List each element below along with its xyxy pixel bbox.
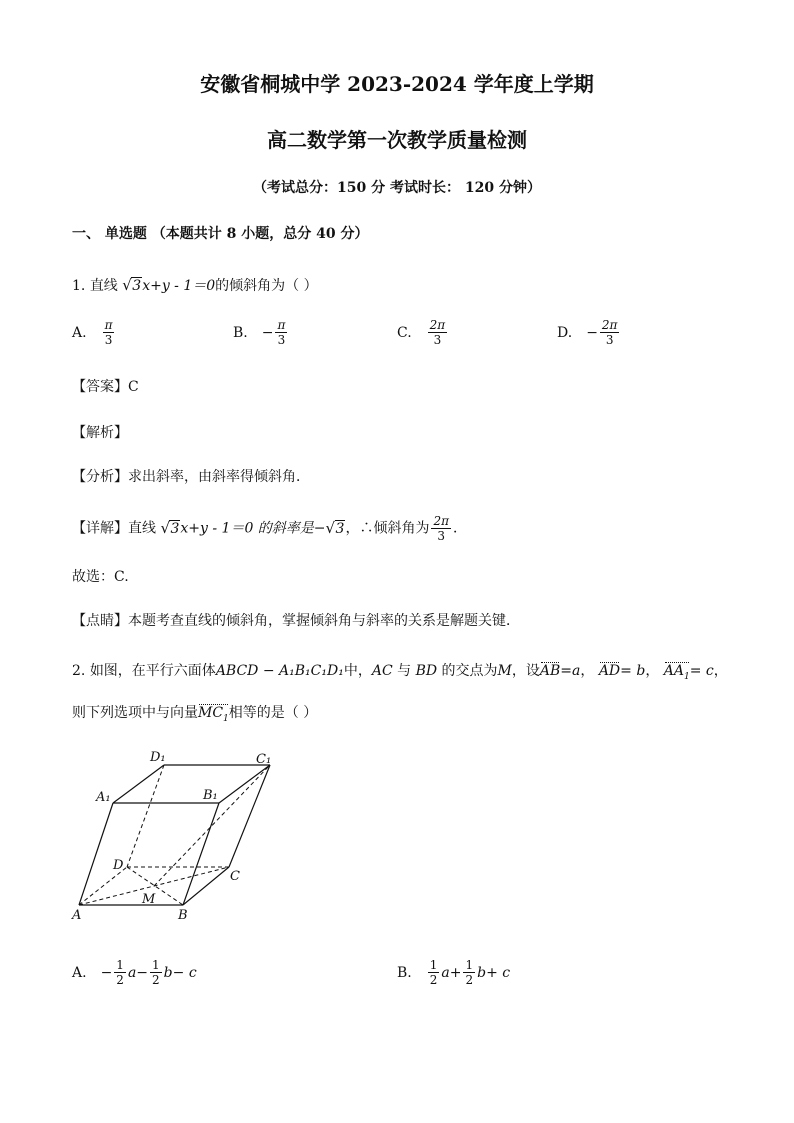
question-2-line2: 则下列选项中与向量$MC_1$相等的是（ ） [72, 705, 318, 724]
dianjing-line [72, 610, 520, 630]
xiangjie-line: 【详解】直线 √ 3x+y - 1＝0 的斜率是−√ 3，∴倾斜角为 $\frac{2\pi}{3}$ ． [72, 514, 467, 543]
fenxi-line [72, 466, 310, 486]
q2-option-b: B. $\frac{1}{2}$ a + $\frac{1}{2}$ b + c [397, 958, 511, 987]
vector-mc1: $MC_1$ [198, 705, 229, 724]
fraction: $\frac{\pi}{3}$ [104, 318, 113, 347]
sqrt-expression: √ 3 [122, 278, 142, 294]
fenxi-tag: 【分析】 [72, 469, 128, 485]
solid-name: ABCD − A₁B₁C₁D₁ [215, 663, 344, 679]
exam-info: （考试总分：150 分 考试时长： 120 分钟） [253, 180, 541, 196]
label-a: A [72, 908, 82, 923]
fraction: $\frac{2\pi}{3}$ [601, 318, 618, 347]
vector-aa1: $AA_1$ [663, 663, 690, 682]
question-prefix: 直线 [89, 278, 118, 294]
fraction: $\frac{\pi}{3}$ [277, 318, 286, 347]
option-c: C. $\frac{2\pi}{3}$ [397, 318, 446, 347]
section-heading: 一、 单选题 （本题共计 8 小题，总分 40 分） [72, 226, 369, 242]
answer-tag: 【答案】 [72, 379, 128, 395]
answer-value: C [128, 379, 139, 395]
document-title-line1: 安徽省桐城中学 2023-2024 学年度上学期 [200, 72, 594, 96]
label-d1: D₁ [150, 750, 166, 765]
label-a1: A₁ [96, 790, 111, 805]
question-suffix: 的倾斜角为（ ） [215, 278, 318, 294]
equation: x+y - 1＝0 [142, 278, 216, 294]
label-b: B [178, 908, 188, 923]
vector-ad: AD [598, 663, 621, 679]
question-number: 1. [72, 278, 86, 294]
xiangjie-tag: 【详解】 [72, 520, 128, 537]
analysis-tag: 【解析】 [72, 425, 128, 441]
option-a: A. $\frac{\pi}{3}$ [72, 318, 113, 347]
vector-ab: AB [539, 663, 561, 679]
fenxi-text: 求出斜率，由斜率得倾斜角． [128, 469, 310, 485]
label-b1: B₁ [203, 788, 218, 803]
fraction: $\frac{2\pi}{3}$ [429, 318, 446, 347]
question-2: 2. 如图，在平行六面体ABCD − A₁B₁C₁D₁中，AC 与 BD 的交点为M，设AB=a， AD= b， $AA_1= c$， [72, 663, 728, 682]
dianjing-text: 本题考查直线的倾斜角，掌握倾斜角与斜率的关系是解题关键． [128, 613, 520, 629]
option-b: B. − $\frac{\pi}{3}$ [233, 318, 286, 347]
question-1 [72, 275, 318, 295]
q2-option-a: A. − $\frac{1}{2}$ a − $\frac{1}{2}$ b − c [72, 958, 197, 987]
label-m: M [142, 892, 156, 907]
parallelepiped-figure [70, 745, 290, 925]
choice-line: 故选：C. [72, 569, 129, 585]
label-c: C [230, 869, 240, 884]
fraction: $\frac{2\pi}{3}$ [433, 514, 449, 543]
option-d: D. − $\frac{2\pi}{3}$ [557, 318, 618, 347]
label-d: D [113, 858, 124, 873]
document-title-line2: 高二数学第一次教学质量检测 [267, 128, 527, 152]
answer-line [72, 376, 139, 396]
dianjing-tag: 【点睛】 [72, 613, 128, 629]
label-c1: C₁ [256, 752, 272, 767]
